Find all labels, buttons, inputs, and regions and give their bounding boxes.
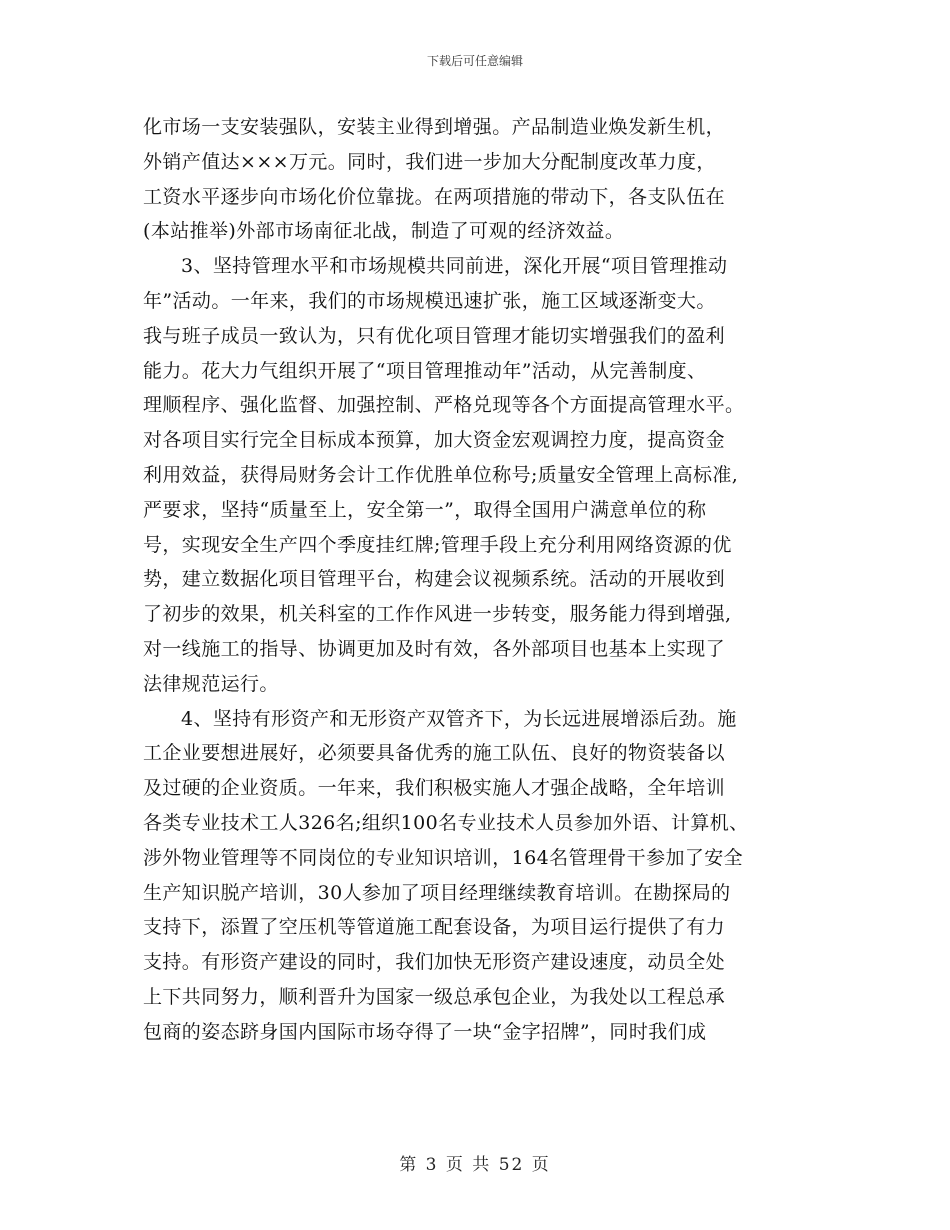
text-line: 我与班子成员一致认为，只有优化项目管理才能切实增强我们的盈利 [143, 324, 726, 347]
text-line: 对各项目实行完全目标成本预算，加大资金宏观调控力度，提高资金 [143, 429, 726, 452]
text-line: 支持下，添置了空压机等管道施工配套设备，为项目运行提供了有力 [143, 916, 726, 939]
text-line: 外销产值达×××万元。同时，我们进一步加大分配制度改革力度， [143, 150, 716, 173]
text-line: 严要求，坚持“质量至上，安全第一”，取得全国用户满意单位的称 [143, 498, 707, 521]
text-line: 对一线施工的指导、协调更加及时有效，各外部项目也基本上实现了 [143, 637, 726, 660]
page-number: 第 3 页 共 52 页 [399, 1155, 551, 1175]
text-line: 上下共同努力，顺利晋升为国家一级总承包企业，为我处以工程总承 [143, 985, 726, 1008]
text-line: 理顺程序、强化监督、加强控制、严格兑现等各个方面提高管理水平。 [143, 394, 745, 417]
page-header: 下载后可任意编辑 [426, 54, 523, 68]
text-line: 工资水平逐步向市场化价位靠拢。在两项措施的带动下，各支队伍在 [143, 185, 726, 208]
text-line: 了初步的效果，机关科室的工作作风进一步转变，服务能力得到增强, [143, 603, 732, 626]
text-line: 能力。花大力气组织开展了“项目管理推动年”活动，从完善制度、 [143, 359, 707, 382]
body-text [143, 110, 823, 1050]
paragraph-start-line: 4、坚持有形资产和无形资产双管齐下，为长远进展增添后劲。施 [181, 707, 737, 730]
text-line: 势，建立数据化项目管理平台，构建会议视频系统。活动的开展收到 [143, 568, 726, 591]
text-line: 包商的姿态跻身国内国际市场夺得了一块“金字招牌”，同时我们成 [143, 1020, 707, 1043]
text-line: 利用效益，获得局财务会计工作优胜单位称号;质量安全管理上高标准, [143, 463, 739, 486]
text-line: 化市场一支安装强队，安装主业得到增强。产品制造业焕发新生机， [143, 116, 726, 138]
text-line: 各类专业技术工人326名;组织100名专业技术人员参加外语、计算机、 [143, 811, 749, 834]
text-line: (本站推举)外部市场南征北战，制造了可观的经济效益。 [143, 220, 625, 243]
text-line: 号，实现安全生产四个季度挂红牌;管理手段上充分利用网络资源的优 [143, 533, 732, 556]
text-line: 工企业要想进展好，必须要具备优秀的施工队伍、良好的物资装备以 [143, 742, 726, 765]
text-line: 法律规范运行。 [143, 672, 279, 695]
text-line: 支持。有形资产建设的同时，我们加快无形资产建设速度，动员全处 [143, 951, 726, 974]
text-line: 生产知识脱产培训，30人参加了项目经理继续教育培训。在勘探局的 [143, 881, 731, 904]
text-line: 年”活动。一年来，我们的市场规模迅速扩张，施工区域逐渐变大。 [143, 289, 716, 312]
text-line: 涉外物业管理等不同岗位的专业知识培训，164名管理骨干参加了安全 [143, 846, 744, 869]
paragraph-start-line: 3、坚持管理水平和市场规模共同前进，深化开展“项目管理推动 [181, 255, 728, 278]
text-line: 及过硬的企业资质。一年来，我们积极实施人才强企战略，全年培训 [143, 777, 726, 800]
